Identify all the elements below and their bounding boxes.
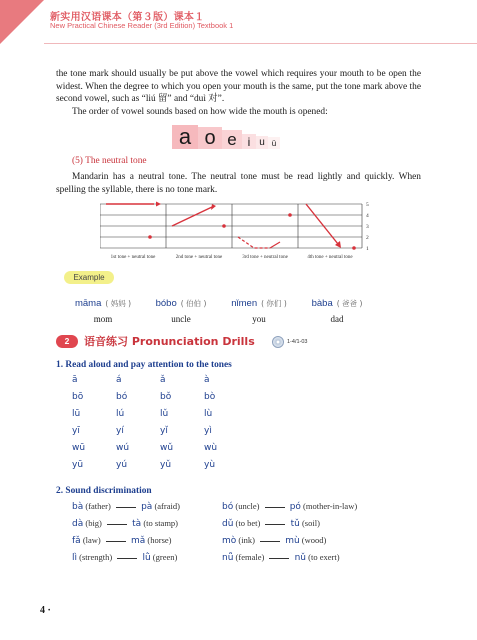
tone-mark-paragraph: the tone mark should usually be put above the vowel which requires your mouth to be open the widest. When the degree to which you open your mouth is the same, put the tone mark above the second vowel, such as “liú 留” and “duì 对”.: [56, 69, 421, 105]
vowel-order-intro: The order of vowel sounds based on how wide the mouth is opened:: [72, 107, 328, 117]
discrimination-pair: [72, 535, 172, 546]
pair-meaning-a: (law): [82, 535, 101, 545]
page-header: [0, 0, 477, 44]
pair-meaning-a: (ink): [238, 535, 255, 545]
header-title-en: New Practical Chinese Reader (3rd Edition) Textbook 1: [50, 21, 234, 30]
pair-pinyin-a: fǎ: [72, 536, 81, 546]
pair-meaning-a: (to bet): [235, 518, 261, 528]
tone-cell: bǒ: [160, 392, 172, 402]
pair-dash: [107, 524, 127, 525]
neutral-tone-chart: [100, 200, 380, 264]
example-meaning: you: [252, 314, 266, 324]
tone-label: 3rd tone + neutral tone: [242, 255, 288, 260]
pair-meaning-b: (green): [152, 552, 178, 562]
pair-dash: [265, 507, 285, 508]
pair-pinyin-b: mǎ: [131, 536, 146, 546]
tone-cell: yí: [116, 426, 124, 436]
example-item: [214, 293, 304, 324]
tone-cell: ā: [72, 375, 78, 385]
neutral-tone-dot: [148, 235, 152, 239]
neutral-tone-dot: [352, 246, 356, 250]
example-pinyin: nǐmen: [231, 298, 258, 309]
vowel-a: a: [172, 125, 198, 149]
scale-label: 4: [366, 213, 369, 219]
pair-dash: [260, 541, 280, 542]
chart-neutral-dots: [148, 213, 356, 250]
tone-cell: wū: [72, 443, 86, 453]
example-item: [136, 293, 226, 324]
example-meaning: mom: [93, 314, 113, 324]
section-title: 语音练习 Pronunciation Drills: [84, 335, 255, 348]
pair-dash: [265, 524, 285, 525]
pair-dash: [116, 507, 136, 508]
example-item: [58, 293, 148, 324]
vowel-i: i: [242, 134, 256, 149]
drill-1-heading: 1. Read aloud and pay attention to the tones: [56, 360, 232, 370]
pair-meaning-b: (soil): [301, 518, 320, 528]
pair-meaning-a: (strength): [79, 552, 113, 562]
pair-meaning-a: (uncle): [235, 501, 260, 511]
pair-pinyin-b: mù: [285, 536, 300, 546]
scale-label: 1: [366, 246, 369, 252]
page-number: 4 ·: [40, 605, 51, 616]
neutral-tone-text: Mandarin has a neutral tone. The neutral tone must be read lightly and quickly. When spelling the syllable, there is no tone mark.: [56, 172, 421, 195]
tone-cell: lū: [72, 409, 81, 419]
header-divider: [44, 43, 477, 44]
tone-cell: lú: [116, 409, 125, 419]
vowel-u-umlaut: ü: [268, 137, 280, 149]
example-hanzi: ( 你们 ): [261, 299, 287, 308]
pair-pinyin-a: bà: [72, 502, 84, 512]
tone-cell: wǔ: [160, 443, 174, 453]
tone-cell: yú: [116, 460, 128, 470]
header-title-zh: 新实用汉语课本（第３版）课本１: [50, 12, 205, 23]
discrimination-pair: [222, 518, 320, 529]
pair-pinyin-b: pó: [289, 502, 301, 512]
vowel-u: u: [256, 136, 268, 149]
tone-cell: ǎ: [160, 375, 166, 385]
pair-pinyin-a: bó: [222, 502, 234, 512]
pair-meaning-b: (afraid): [154, 501, 180, 511]
vowel-e: e: [222, 130, 242, 149]
example-hanzi: ( 伯伯 ): [180, 299, 207, 308]
example-hanzi: ( 爸爸 ): [336, 299, 363, 308]
example-hanzi: ( 妈妈 ): [105, 299, 132, 308]
pair-pinyin-b: lǜ: [142, 553, 151, 563]
tone-cell: á: [116, 375, 122, 385]
pair-meaning-b: (horse): [147, 535, 172, 545]
neutral-tone-dot: [288, 213, 292, 217]
pair-pinyin-b: nǔ: [294, 553, 307, 563]
pair-dash: [106, 541, 126, 542]
example-pinyin: bóbo: [155, 298, 177, 309]
vowel-order-strip: [172, 125, 280, 149]
tone-cell: yì: [204, 426, 212, 436]
example-pinyin: bàba: [311, 298, 333, 309]
pair-pinyin-a: dǔ: [222, 519, 234, 529]
scale-label: 3: [366, 224, 369, 230]
pair-pinyin-a: dà: [72, 519, 84, 529]
pair-pinyin-a: mò: [222, 536, 237, 546]
pair-pinyin-b: tǔ: [290, 519, 300, 529]
audio-track[interactable]: [272, 336, 308, 348]
tone-cell: bó: [116, 392, 128, 402]
tone-cell: à: [204, 375, 210, 385]
pair-meaning-a: (big): [85, 518, 102, 528]
discrimination-pair: [72, 552, 177, 563]
section-number-badge: 2: [56, 335, 78, 348]
tone-label: 1st tone + neutral tone: [110, 255, 156, 260]
discrimination-pair: [222, 501, 357, 512]
tone-cell: wú: [116, 443, 130, 453]
pair-dash: [117, 558, 137, 559]
header-corner-triangle: [0, 0, 44, 44]
pair-dash: [269, 558, 289, 559]
vowel-o: o: [198, 127, 222, 149]
scale-label: 5: [366, 202, 369, 208]
example-badge: Example: [64, 271, 114, 284]
tone-label: 2nd tone + neutral tone: [175, 255, 223, 260]
tone-cell: yǐ: [160, 426, 168, 436]
drill-2-heading: 2. Sound discrimination: [56, 486, 152, 496]
tone-cell: yī: [72, 426, 80, 436]
cd-icon: [272, 336, 284, 348]
discrimination-pair: [72, 518, 178, 529]
neutral-tone-heading: (5) The neutral tone: [72, 156, 147, 166]
pair-meaning-a: (father): [85, 501, 111, 511]
pair-meaning-b: (to exert): [308, 552, 340, 562]
neutral-tone-dot: [222, 224, 226, 228]
tone-cell: yù: [204, 460, 216, 470]
tone-cell: wù: [204, 443, 218, 453]
discrimination-pair: [72, 501, 180, 512]
tone-label: 4th tone + neutral tone: [307, 255, 353, 260]
pair-meaning-b: (wood): [301, 535, 327, 545]
pair-pinyin-a: nǚ: [222, 553, 234, 563]
scale-label: 2: [366, 235, 369, 241]
discrimination-pair: [222, 552, 340, 563]
tone-cell: yū: [72, 460, 84, 470]
section-heading: [56, 334, 255, 348]
example-meaning: dad: [330, 314, 344, 324]
example-item: [292, 293, 382, 324]
chart-staff-lines: [100, 204, 362, 248]
tone-cell: bò: [204, 392, 216, 402]
pair-pinyin-b: tà: [132, 519, 142, 529]
example-meaning: uncle: [171, 314, 191, 324]
example-pinyin: māma: [74, 298, 102, 309]
tone-cell: bō: [72, 392, 84, 402]
tone-cell: yǔ: [160, 460, 172, 470]
chart-tone-labels: [111, 255, 354, 260]
pair-pinyin-b: pà: [141, 502, 153, 512]
discrimination-pair: [222, 535, 326, 546]
pair-meaning-b: (to stamp): [143, 518, 179, 528]
pair-meaning-a: (female): [235, 552, 265, 562]
track-number: 1-4/1-03: [287, 339, 308, 345]
pair-pinyin-a: lì: [72, 553, 78, 563]
chart-scale: [366, 202, 369, 252]
tone-cell: lǔ: [160, 409, 169, 419]
tone-cell: lù: [204, 409, 213, 419]
pair-meaning-b: (mother-in-law): [303, 501, 358, 511]
